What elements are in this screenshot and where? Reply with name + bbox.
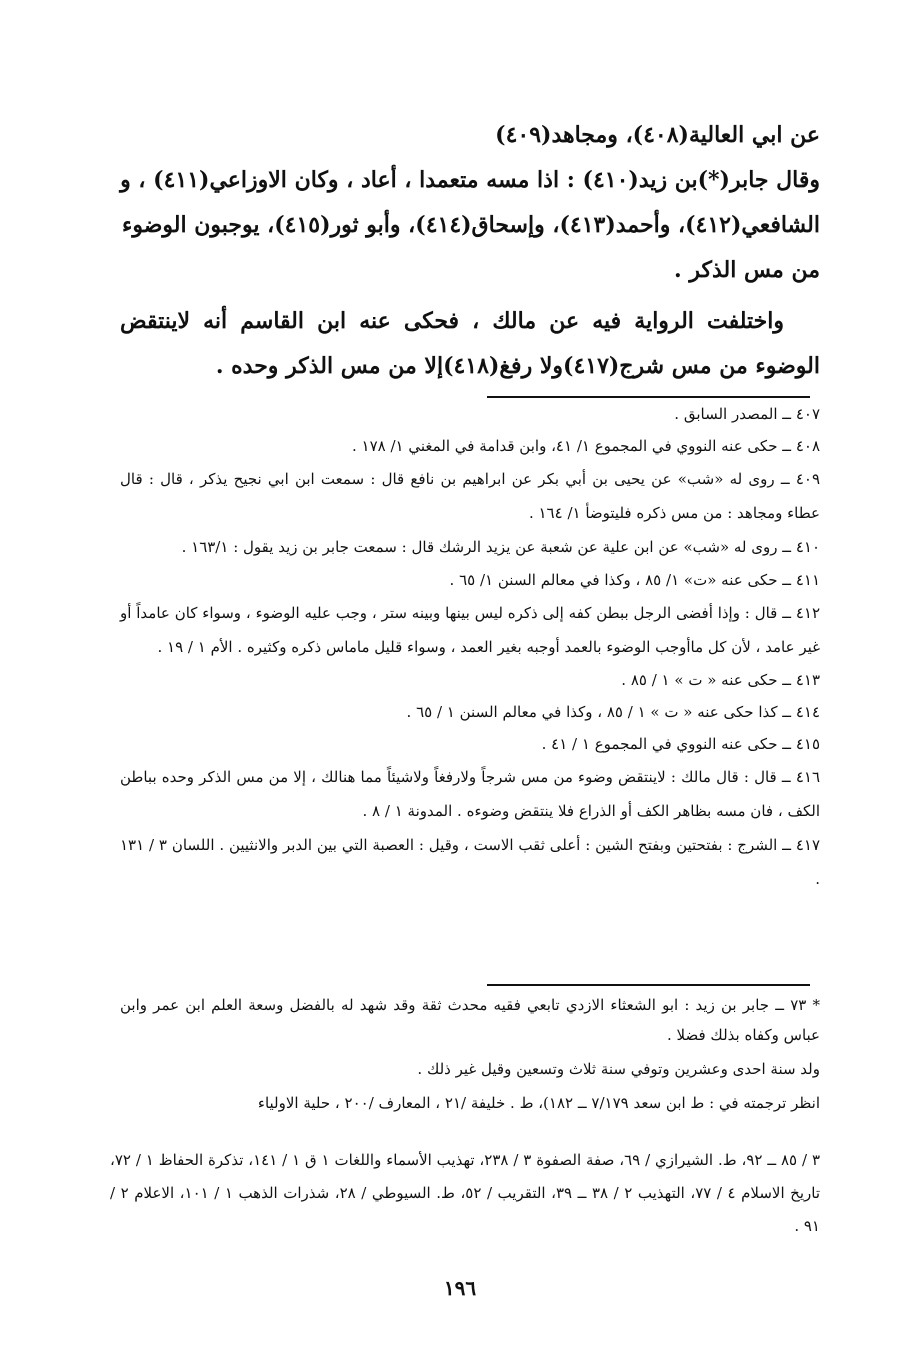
biography-entry: * ٧٣ ــ جابر بن زيد : ابو الشعثاء الازدي تابعي فقيه محدث ثقة وقد شهد له بالفضل وسعة العلم ابن عمر وابن عباس وكفاه بذلك فضلا .: [120, 996, 820, 1044]
footnote-411: ٤١١ ــ حكى عنه «ت» ١/ ٨٥ ، وكذا في معالم السنن ١/ ٦٥ .: [449, 571, 820, 589]
footnote-416: ٤١٦ ــ قال : قال مالك : لاينتقض وضوء من مس شرجاً ولارفغاً ولاشيئاً مما هنالك ، إلا من مس الذكر وحده بباطن الكف ، فان مسه بظاهر الكف أو الذراع فلا ينتقض وضوءه . المدونة ١ / ٨ .: [120, 768, 820, 820]
biography-note: [120, 990, 820, 1122]
footnote-415: ٤١٥ ــ حكى عنه النووي في المجموع ١ / ٤١ .: [541, 735, 820, 753]
main-text: [120, 113, 820, 389]
biography-references: ٣ / ٨٥ ــ ٩٢، ط. الشيرازي / ٦٩، صفة الصفوة ٣ / ٢٣٨، تهذيب الأسماء واللغات ١ ق ١ / ١٤١، تذكرة الحفاظ ١ / ٧٢، تاريخ الاسلام ٤ / ٧٧، التهذيب ٢ / ٣٨ ــ ٣٩، التقريب / ٥٢، ط. السيوطي / ٢٨، شذرات الذهب ١ / ١٠١، الاعلام ٢ / ٩١ .: [110, 1151, 821, 1235]
footnote-407: ٤٠٧ ــ المصدر السابق .: [674, 405, 820, 423]
footnote-413: ٤١٣ ــ حكى عنه « ت » ١ / ٨٥ .: [621, 671, 820, 689]
main-line-4: من مس الذكر .: [674, 257, 820, 283]
biography-sources-intro: انظر ترجمته في : ط ابن سعد ٧/١٧٩ ــ ١٨٢)، ط . خليفة /٢١ ، المعارف /٢٠٠ ، حلية الاولياء: [257, 1094, 820, 1112]
footnote-410: ٤١٠ ــ روى له «شب» عن ابن علية عن شعبة عن يزيد الرشك قال : سمعت جابر بن زيد يقول : ١٦٣/١ .: [181, 538, 820, 556]
footnote-409: ٤٠٩ ــ روى له «شب» عن يحيى بن أبي بكر عن ابراهيم بن نافع قال : سمعت ابن ابي نجيح يذكر ، قال : قال عطاء ومجاهد : من مس ذكره فليتوضأ ١/ ١٦٤ .: [120, 470, 820, 522]
biography-divider: [487, 984, 810, 986]
footnote-414: ٤١٤ ــ كذا حكى عنه « ت » ١ / ٨٥ ، وكذا في معالم السنن ١ / ٦٥ .: [406, 703, 820, 721]
biography-birth-death: ولد سنة احدى وعشرين وتوفي سنة ثلاث وتسعين وقيل غير ذلك .: [417, 1060, 820, 1078]
footnote-408: ٤٠٨ ــ حكى عنه النووي في المجموع ١/ ٤١، وابن قدامة في المغني ١/ ١٧٨ .: [351, 437, 820, 455]
main-line-3: الشافعي(٤١٢)، وأحمد(٤١٣)، وإسحاق(٤١٤)، وأبو ثور(٤١٥)، يوجبون الوضوء: [122, 212, 820, 238]
footnote-417: ٤١٧ ــ الشرج : بفتحتين وبفتح الشين : أعلى ثقب الاست ، وقيل : العصبة التي بين الدبر والانثيين . اللسان ٣ / ١٣١ .: [120, 836, 820, 888]
page-number: ١٩٦: [443, 1276, 477, 1300]
main-paragraph-2: واختلفت الرواية فيه عن مالك ، فحكى عنه ابن القاسم أنه لاينتقض الوضوء من مس شرج(٤١٧)ولا رفغ(٤١٨)إلا من مس الذكر وحده .: [120, 308, 820, 379]
footnote-412: ٤١٢ ــ قال : وإذا أفضى الرجل ببطن كفه إلى ذكره ليس بينها وبينه ستر ، وجب عليه الوضوء ، وسواء كان عامداً أو غير عامد ، لأن كل ماأوجب الوضوء بالعمد أوجبه بغير العمد ، وسواء قليل ماماس ذكره وكثيره . الأم ١ / ١٩ .: [120, 604, 821, 656]
footnotes: [120, 398, 820, 896]
main-line-1: عن ابي العالية(٤٠٨)، ومجاهد(٤٠٩): [495, 122, 820, 148]
main-line-2: وقال جابر(*)بن زيد(٤١٠) : اذا مسه متعمدا ، أعاد ، وكان الاوزاعي(٤١١) ، و: [120, 167, 820, 193]
